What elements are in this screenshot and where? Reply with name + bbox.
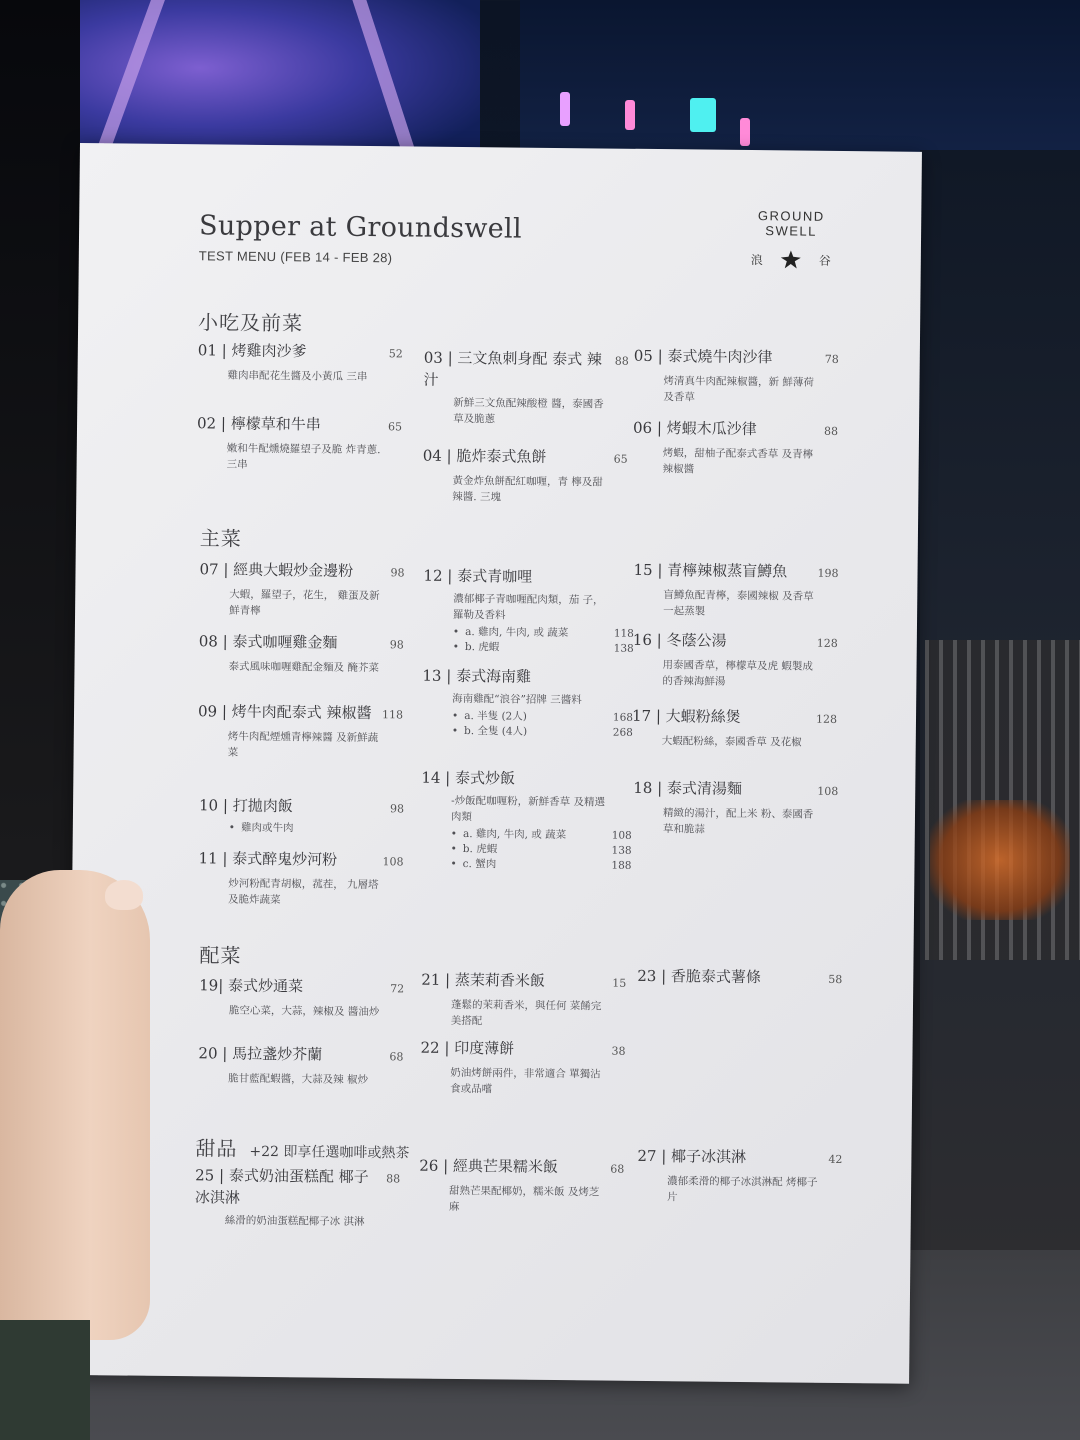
menu-sheet bbox=[67, 143, 922, 1384]
neon-light bbox=[690, 98, 716, 132]
menu-item bbox=[198, 700, 404, 762]
menu-item-name: 18 | 泰式清湯麵 bbox=[633, 778, 743, 798]
menu-item-option bbox=[453, 640, 634, 657]
menu-item-header bbox=[198, 847, 403, 873]
option-label: • a. 雞肉, 牛肉, 或 蔬菜 bbox=[462, 828, 567, 842]
menu-item-price: 128 bbox=[815, 712, 838, 726]
menu-item-description: 大蝦，羅望子，花生， 雞蛋及新鮮青檸 bbox=[229, 588, 380, 617]
menu-item-description: -炒飯配咖喱粉，新鮮香草 及精選肉類 bbox=[450, 794, 606, 824]
menu-item-description: 脆甘藍配蝦醬，大蒜及辣 椒炒 bbox=[228, 1072, 369, 1087]
menu-item-name: 09 | 烤牛肉配泰式 辣椒醬 bbox=[197, 702, 372, 723]
neon-light bbox=[625, 100, 635, 130]
menu-item bbox=[637, 1145, 843, 1207]
menu-item-price: 98 bbox=[389, 638, 404, 652]
menu-item bbox=[633, 345, 839, 407]
menu-item-header bbox=[634, 345, 839, 371]
menu-item-price: 58 bbox=[828, 972, 843, 987]
menu-item-name: 06 | 烤蝦木瓜沙律 bbox=[632, 418, 757, 439]
option-price: 188 bbox=[611, 859, 632, 872]
menu-item-name: 07 | 經典大蝦炒金邊粉 bbox=[199, 560, 354, 580]
menu-item bbox=[419, 1155, 625, 1217]
menu-item bbox=[195, 1164, 401, 1230]
option-price: 138 bbox=[611, 844, 632, 857]
menu-item-price: 72 bbox=[390, 982, 405, 996]
menu-item-price: 42 bbox=[828, 1152, 843, 1167]
menu-item-price: 88 bbox=[386, 1172, 401, 1186]
menu-item-option bbox=[229, 821, 404, 838]
menu-item bbox=[197, 339, 402, 385]
option-label: • 雞肉或牛肉 bbox=[240, 821, 294, 835]
brand-mark-icon bbox=[781, 250, 801, 268]
section-desserts-title: 甜品 bbox=[195, 1136, 238, 1161]
menu-item-header bbox=[633, 777, 838, 803]
menu-item-description: 蓬鬆的茉莉香米，與任何 菜餚完美搭配 bbox=[450, 998, 602, 1028]
menu-item-description: 甜熟芒果配椰奶，糯米飯 及烤芝麻 bbox=[448, 1184, 600, 1214]
neon-light bbox=[560, 92, 570, 126]
menu-item-description: 盲鱒魚配青檸，泰國辣椒 及香草一起蒸製 bbox=[663, 589, 814, 618]
menu-item-name: 27 | 椰子冰淇淋 bbox=[637, 1146, 747, 1167]
menu-item-header bbox=[421, 767, 626, 791]
menu-item-description: 大蝦配粉絲，泰國香草 及花椒 bbox=[661, 735, 802, 749]
menu-item-name: 20 | 馬拉盞炒芥蘭 bbox=[198, 1044, 323, 1064]
brand-cn-right: 谷 bbox=[818, 253, 831, 268]
brand-chinese bbox=[751, 250, 831, 269]
menu-item-price: 108 bbox=[382, 855, 404, 869]
menu-item-header bbox=[637, 1145, 842, 1171]
option-label: • c. 蟹肉 bbox=[462, 858, 497, 871]
menu-item-name: 12 | 泰式青咖哩 bbox=[423, 566, 533, 586]
menu-item-name: 11 | 泰式醉鬼炒河粉 bbox=[198, 849, 338, 869]
option-label: • b. 全隻 (4人) bbox=[464, 725, 528, 738]
menu-item-price: 65 bbox=[387, 420, 403, 434]
menu-item-name: 19| 泰式炒通菜 bbox=[199, 976, 304, 996]
menu-item bbox=[420, 767, 632, 874]
menu-item-description: 雞肉串配花生醬及小黃瓜 三串 bbox=[227, 369, 368, 384]
menu-item bbox=[632, 629, 838, 691]
menu-item bbox=[197, 412, 403, 474]
menu-item-price: 88 bbox=[614, 354, 629, 368]
menu-item-description: 濃郁椰子青咖喱配肉類，茄 子，羅勒及香料 bbox=[453, 592, 604, 622]
menu-item-description: 烤蝦，甜柚子配泰式香草 及青檸辣椒醬 bbox=[662, 447, 814, 476]
menu-item-description: 濃郁柔滑的椰子冰淇淋配 烤椰子片 bbox=[666, 1175, 818, 1204]
brand-logo bbox=[751, 208, 831, 239]
menu-item-header bbox=[423, 445, 628, 471]
menu-item-header bbox=[195, 1164, 400, 1210]
menu-item bbox=[633, 417, 839, 479]
menu-item bbox=[637, 965, 842, 991]
menu-item-name: 13 | 泰式海南雞 bbox=[422, 666, 532, 686]
menu-item bbox=[633, 777, 839, 839]
section-desserts bbox=[195, 1132, 409, 1163]
option-price: 108 bbox=[611, 829, 632, 842]
menu-item-name: 03 | 三文魚刺身配 泰式 辣汁 bbox=[423, 348, 603, 389]
menu-item bbox=[199, 794, 404, 837]
brand-name-line1: GROUND bbox=[757, 208, 825, 224]
option-label: • a. 半隻 (2人) bbox=[464, 710, 527, 723]
section-mains: 主菜 bbox=[199, 526, 242, 551]
menu-item-option bbox=[450, 857, 632, 874]
menu-item-name: 21 | 蒸茉莉香米飯 bbox=[421, 970, 546, 990]
menu-item bbox=[198, 1042, 403, 1088]
menu-item-header bbox=[423, 347, 628, 393]
menu-item-header bbox=[199, 558, 404, 584]
menu-item-options bbox=[420, 827, 632, 874]
menu-item-header bbox=[199, 630, 404, 656]
menu-item-header bbox=[422, 665, 627, 689]
section-sides: 配菜 bbox=[199, 943, 242, 968]
menu-item-name: 01 | 烤雞肉沙爹 bbox=[197, 341, 307, 361]
menu-title: Supper at Groundswell bbox=[198, 210, 523, 245]
menu-item bbox=[632, 705, 837, 751]
menu-item bbox=[633, 559, 839, 621]
menu-item-price: 52 bbox=[388, 347, 403, 361]
menu-item-header bbox=[199, 974, 404, 1000]
menu-item-description: 精緻的湯汁，配上米 粉、泰國香草和脆蒜 bbox=[662, 807, 814, 836]
menu-item-options bbox=[199, 820, 404, 837]
option-price: 138 bbox=[613, 642, 634, 655]
menu-item-description: 新鮮三文魚配辣酸橙 醬，泰國香草及脆蔥 bbox=[453, 396, 604, 426]
menu-item-price: 108 bbox=[817, 784, 839, 798]
menu-item-name: 22 | 印度薄餅 bbox=[420, 1038, 515, 1058]
menu-item-price: 98 bbox=[389, 802, 405, 816]
menu-item bbox=[420, 1037, 626, 1099]
menu-item-description: 泰式風味咖喱雞配金麵及 醃芥菜 bbox=[228, 660, 379, 675]
menu-item-price: 38 bbox=[611, 1044, 626, 1058]
menu-item-price: 68 bbox=[610, 1162, 625, 1176]
menu-item-price: 88 bbox=[823, 424, 839, 438]
menu-item-description: 用泰國香草，檸檬草及虎 蝦製成的香辣海鮮湯 bbox=[662, 659, 813, 688]
thumbnail bbox=[105, 880, 143, 910]
menu-item bbox=[421, 969, 627, 1031]
menu-item-header bbox=[633, 629, 838, 655]
option-price: 268 bbox=[612, 726, 633, 739]
option-price: 118 bbox=[613, 627, 634, 640]
menu-item-options bbox=[423, 625, 634, 657]
menu-item-description: 絲滑的奶油蛋糕配椰子冰 淇淋 bbox=[224, 1214, 365, 1229]
menu-item-price: 128 bbox=[816, 636, 838, 650]
menu-item-name: 16 | 冬蔭公湯 bbox=[632, 630, 727, 650]
sleeve bbox=[0, 1320, 90, 1440]
menu-item-header bbox=[419, 1155, 624, 1181]
option-label: • b. 虎蝦 bbox=[462, 843, 498, 856]
menu-item-description: 黃金炸魚餅配紅咖喱，青 檸及甜辣醬. 三塊 bbox=[452, 474, 603, 504]
brand-cn-left: 浪 bbox=[750, 252, 763, 267]
menu-item-description: 烤牛肉配煙燻青檸辣醬 及新鮮蔬菜 bbox=[227, 730, 379, 759]
menu-item-header bbox=[632, 705, 837, 731]
menu-item-header bbox=[199, 794, 404, 820]
menu-item-price: 98 bbox=[390, 566, 405, 580]
menu-item bbox=[422, 665, 634, 741]
menu-item bbox=[198, 847, 404, 909]
menu-item-price: 68 bbox=[389, 1050, 404, 1064]
menu-item-header bbox=[420, 1037, 625, 1063]
menu-item-name: 15 | 青檸辣椒蒸盲鱒魚 bbox=[633, 560, 788, 581]
menu-item-description: 海南雞配“浪谷”招牌 三醬料 bbox=[452, 692, 582, 707]
neon-light bbox=[740, 118, 750, 146]
menu-item bbox=[423, 347, 629, 429]
menu-item-description: 脆空心菜，大蒜，辣椒及 醬油炒 bbox=[228, 1004, 380, 1019]
brand-name-line2: SWELL bbox=[765, 223, 817, 239]
menu-item-price: 118 bbox=[381, 708, 404, 722]
menu-item-description: 烤清真牛肉配辣椒醬，新 鮮薄荷及香草 bbox=[663, 375, 814, 404]
menu-item-name: 04 | 脆炸泰式魚餅 bbox=[422, 446, 547, 466]
menu-item-price: 15 bbox=[612, 976, 627, 990]
menu-subtitle: TEST MENU (FEB 14 - FEB 28) bbox=[198, 248, 393, 266]
menu-item-header bbox=[633, 559, 838, 585]
menu-item bbox=[199, 974, 404, 1020]
menu-item-header bbox=[198, 1042, 403, 1068]
menu-item-options bbox=[422, 709, 634, 741]
menu-item-name: 02 | 檸檬草和牛串 bbox=[196, 414, 321, 434]
menu-item bbox=[198, 630, 403, 676]
menu-item-header bbox=[198, 339, 403, 365]
menu-item-price: 78 bbox=[824, 352, 839, 366]
option-label: • a. 雞肉, 牛肉, 或 蔬菜 bbox=[465, 626, 569, 640]
menu-item-name: 23 | 香脆泰式薯條 bbox=[637, 966, 762, 987]
menu-item-price: 198 bbox=[817, 566, 839, 580]
background-cushion bbox=[930, 800, 1070, 920]
section-desserts-note: +22 即享任選咖啡或熱茶 bbox=[249, 1143, 410, 1162]
menu-item-header bbox=[637, 965, 842, 991]
menu-item-description: 奶油烤餅兩件，非常適合 單獨沾食或品嚐 bbox=[450, 1066, 601, 1096]
option-label: • b. 虎蝦 bbox=[464, 641, 500, 654]
menu-item-name: 25 | 泰式奶油蛋糕配 椰子冰淇淋 bbox=[194, 1166, 369, 1207]
menu-item-price: 65 bbox=[613, 452, 628, 466]
menu-item-description: 嫩和牛配燻燒羅望子及脆 炸青蔥. 三串 bbox=[226, 442, 381, 471]
menu-item-header bbox=[633, 417, 838, 443]
menu-item-description: 炒河粉配青胡椒，菰茬， 九層塔及脆炸蔬菜 bbox=[228, 877, 379, 907]
option-price bbox=[380, 822, 410, 837]
menu-item-name: 05 | 泰式燒牛肉沙律 bbox=[633, 346, 773, 367]
menu-item-header bbox=[198, 700, 403, 726]
menu-item-name: 14 | 泰式炒飯 bbox=[421, 768, 516, 788]
menu-item-name: 10 | 打拋肉飯 bbox=[198, 796, 293, 816]
menu-item-header bbox=[423, 565, 628, 589]
holding-hand bbox=[0, 870, 150, 1340]
menu-item-name: 17 | 大蝦粉絲煲 bbox=[631, 706, 741, 726]
section-snacks: 小吃及前菜 bbox=[198, 310, 304, 336]
menu-item-name: 26 | 經典芒果糯米飯 bbox=[419, 1156, 559, 1177]
menu-item-header bbox=[421, 969, 626, 995]
option-price: 168 bbox=[612, 711, 634, 724]
menu-item bbox=[422, 445, 628, 507]
menu-item-header bbox=[197, 412, 402, 438]
menu-item bbox=[199, 558, 405, 620]
menu-item-name: 08 | 泰式咖喱雞金麵 bbox=[198, 632, 338, 652]
menu-item bbox=[423, 565, 634, 657]
menu-item-option bbox=[452, 724, 633, 741]
